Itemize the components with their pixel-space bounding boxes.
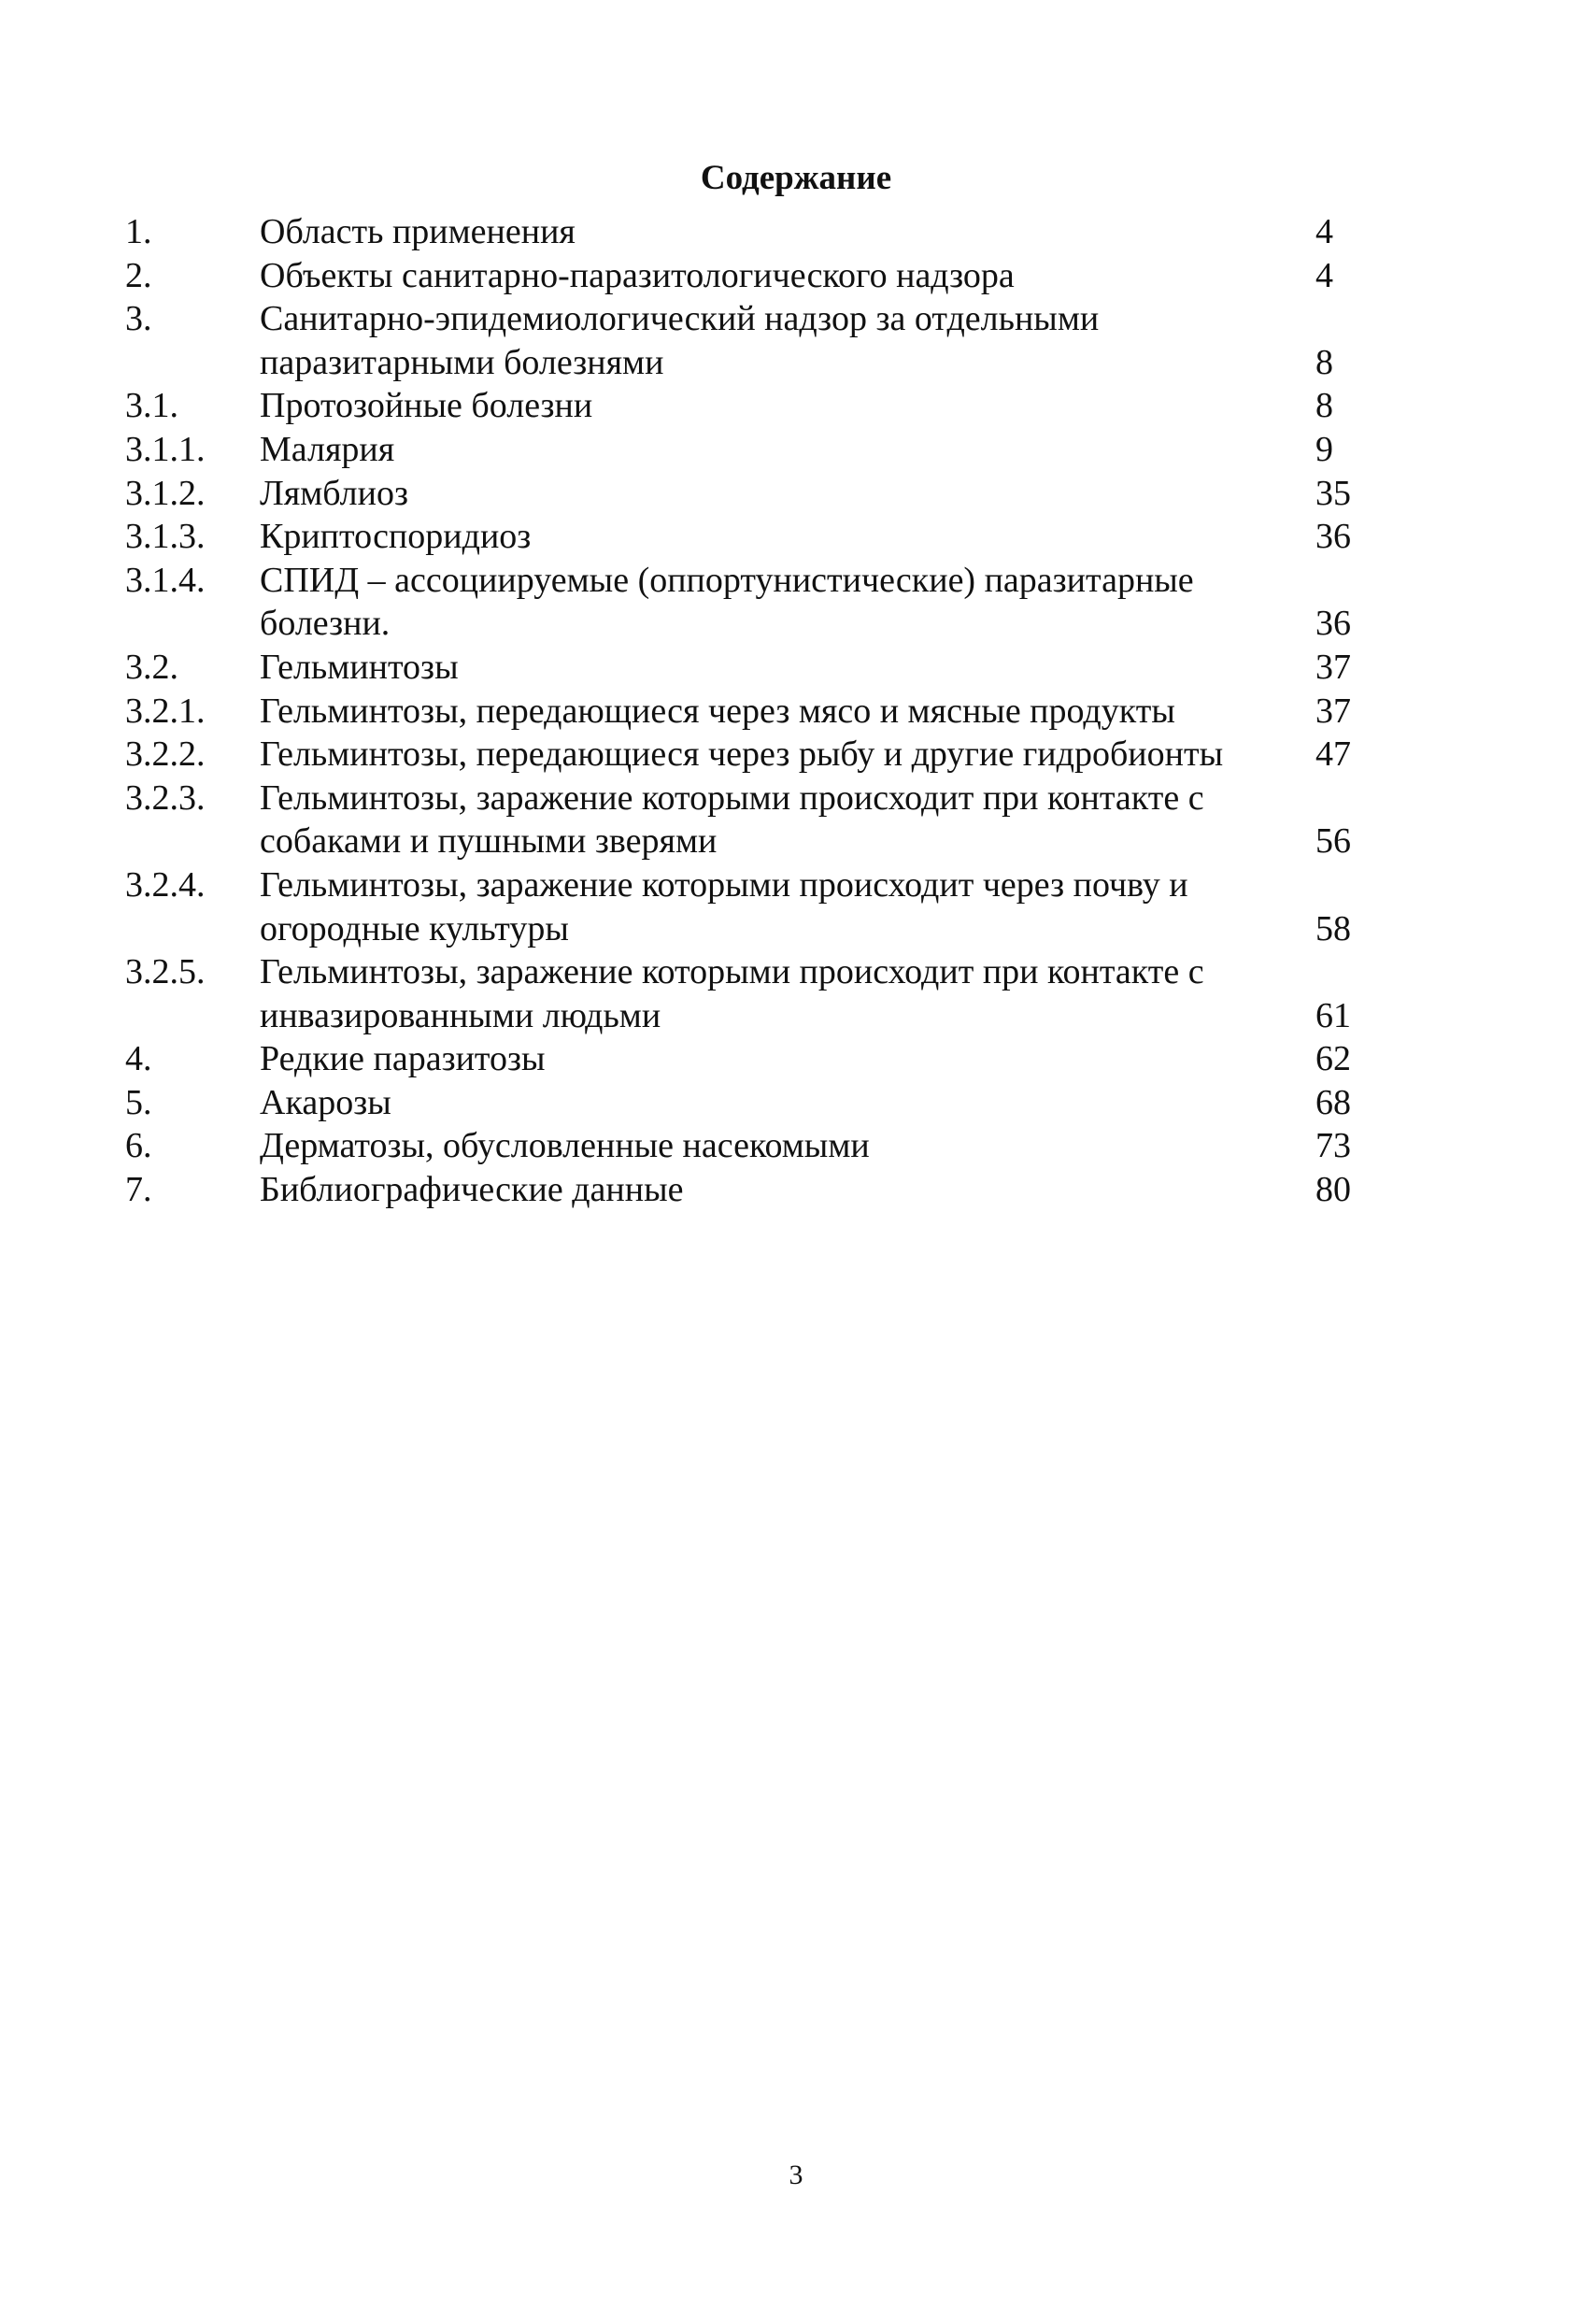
toc-entry [125, 733, 1405, 777]
table-of-contents [125, 210, 1405, 1212]
toc-entry-number: 4. [125, 1039, 152, 1079]
toc-entry-page: 61 [1315, 995, 1351, 1035]
toc-entry [125, 1037, 1405, 1081]
toc-entry-page: 37 [1315, 647, 1351, 687]
toc-entry [125, 1168, 1405, 1212]
toc-entry [125, 950, 1405, 1037]
toc-entry-page: 8 [1315, 342, 1333, 382]
toc-entry-title: Гельминтозы, заражение которыми происходит при контакте с инвазированными людьми [260, 952, 1204, 1035]
page-number: 3 [789, 2160, 803, 2190]
toc-entry-page: 47 [1315, 734, 1351, 775]
toc-entry-number: 3.1.3. [125, 517, 206, 557]
toc-entry-title: Дерматозы, обусловленные насекомыми [260, 1126, 870, 1166]
toc-entry-number: 3.2.5. [125, 952, 206, 992]
toc-entry-page: 56 [1315, 821, 1351, 862]
toc-entry [125, 254, 1405, 298]
toc-entry [125, 515, 1405, 559]
toc-entry [125, 472, 1405, 516]
toc-entry-title: СПИД – ассоциируемые (оппортунистические) паразитарные болезни. [260, 560, 1194, 644]
toc-entry-title: Объекты санитарно-паразитологического надзора [260, 255, 1015, 295]
toc-entry-number: 1. [125, 212, 152, 251]
toc-entry [125, 863, 1405, 950]
toc-entry-page: 80 [1315, 1170, 1351, 1210]
toc-entry-title: Гельминтозы, передающиеся через мясо и мясные продукты [260, 691, 1175, 731]
toc-entry-title: Редкие паразитозы [260, 1039, 546, 1079]
toc-entry-number: 3.1.4. [125, 560, 206, 600]
toc-entry-title: Акарозы [260, 1082, 391, 1122]
toc-entry [125, 559, 1405, 646]
toc-entry-number: 3.1.1. [125, 429, 206, 469]
toc-entry-number: 5. [125, 1082, 152, 1122]
toc-entry-number: 3.2.1. [125, 691, 206, 731]
toc-entry-number: 3. [125, 299, 152, 339]
toc-entry-number: 3.2.4. [125, 864, 206, 905]
toc-entry-page: 37 [1315, 691, 1351, 731]
toc-entry-title: Гельминтозы, заражение которыми происходит при контакте с собаками и пушными зверями [260, 777, 1204, 862]
toc-entry-title: Гельминтозы, заражение которыми происходит через почву и огородные культуры [260, 864, 1188, 948]
toc-entry [125, 1124, 1405, 1168]
toc-entry-title: Гельминтозы, передающиеся через рыбу и другие гидробионты [260, 734, 1224, 775]
toc-entry-page: 36 [1315, 517, 1351, 557]
toc-entry-title: Библиографические данные [260, 1170, 684, 1210]
toc-entry-page: 4 [1315, 212, 1333, 251]
toc-entry-number: 3.1.2. [125, 473, 206, 513]
toc-entry-title: Лямблиоз [260, 473, 408, 513]
toc-entry-number: 3.1. [125, 386, 178, 426]
toc-entry-title: Область применения [260, 212, 576, 251]
toc-entry [125, 1081, 1405, 1125]
toc-entry-number: 3.2. [125, 647, 178, 687]
toc-entry-page: 4 [1315, 255, 1333, 295]
toc-entry-number: 7. [125, 1170, 152, 1210]
toc-entry-page: 68 [1315, 1082, 1351, 1122]
toc-entry [125, 297, 1405, 384]
toc-entry [125, 210, 1405, 254]
toc-entry-title: Санитарно-эпидемиологический надзор за отдельными паразитарными болезнями [260, 299, 1100, 382]
toc-entry-title: Гельминтозы [260, 647, 459, 687]
toc-entry-page: 58 [1315, 908, 1351, 948]
toc-entry [125, 428, 1405, 472]
toc-entry-page: 36 [1315, 604, 1351, 644]
toc-entry [125, 384, 1405, 428]
toc-entry-title: Малярия [260, 429, 395, 469]
toc-entry-page: 8 [1315, 386, 1333, 426]
toc-entry-number: 3.2.2. [125, 734, 206, 775]
toc-entry-number: 2. [125, 255, 152, 295]
toc-entry-page: 9 [1315, 429, 1333, 469]
toc-entry [125, 690, 1405, 734]
toc-entry [125, 777, 1405, 863]
toc-title: Содержание [700, 159, 892, 197]
toc-entry [125, 646, 1405, 690]
toc-entry-page: 35 [1315, 473, 1351, 513]
toc-entry-page: 62 [1315, 1039, 1351, 1079]
toc-entry-title: Криптоспоридиоз [260, 517, 532, 557]
toc-entry-number: 3.2.3. [125, 777, 206, 818]
toc-entry-page: 73 [1315, 1126, 1351, 1166]
toc-entry-number: 6. [125, 1126, 152, 1166]
toc-entry-title: Протозойные болезни [260, 386, 593, 426]
